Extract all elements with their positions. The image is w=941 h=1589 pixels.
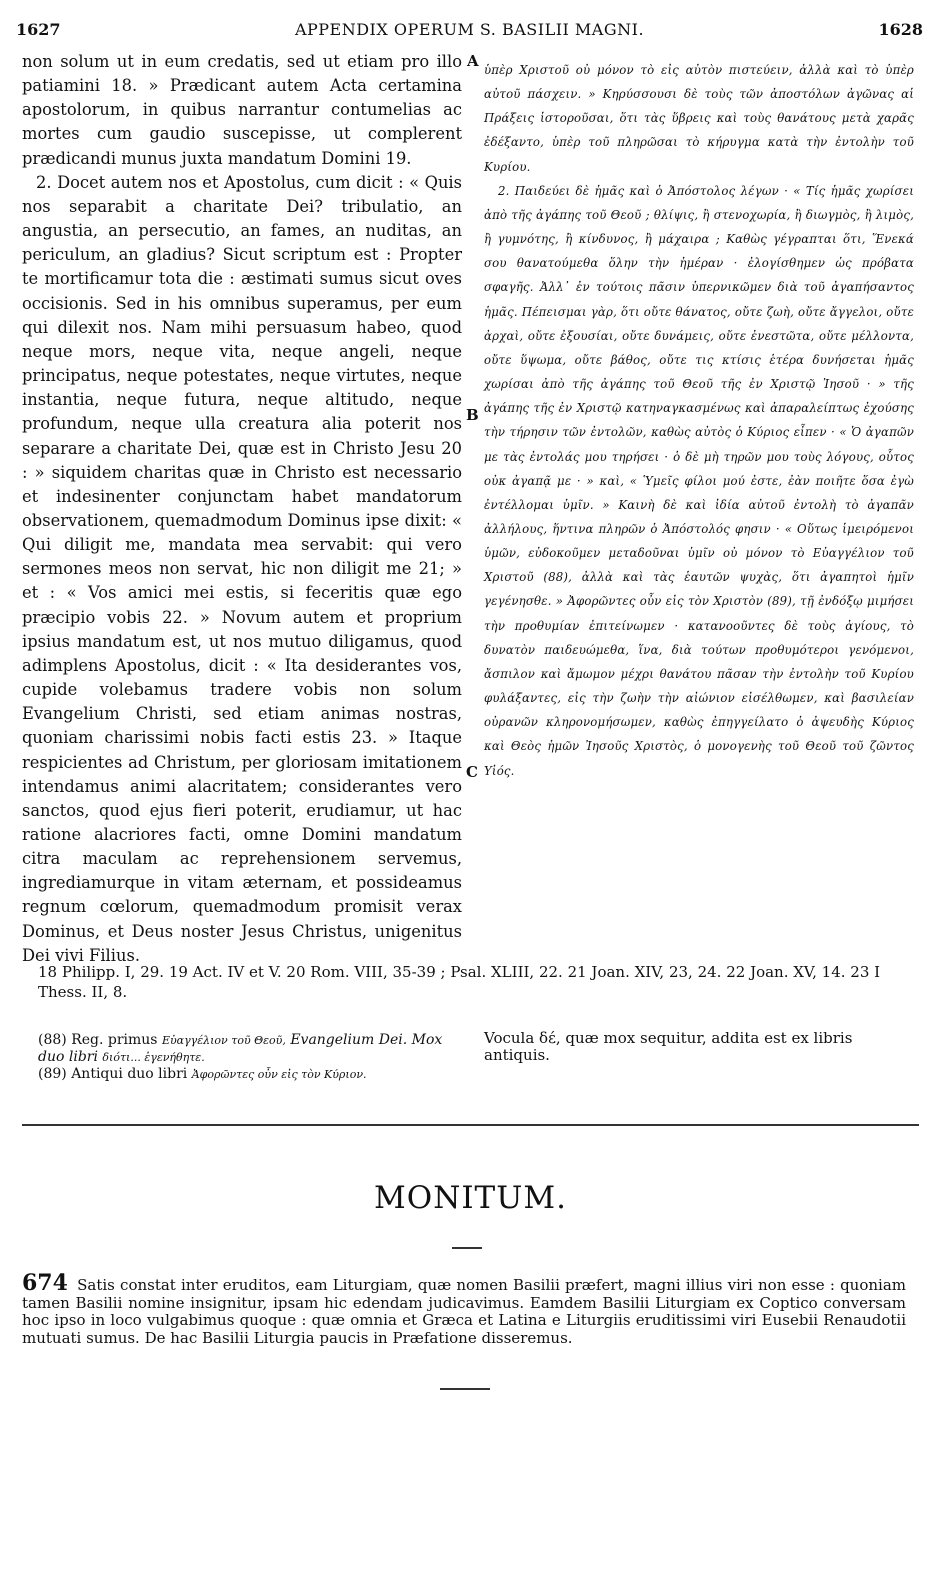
- monitum-heading: MONITUM.: [374, 1180, 567, 1216]
- monitum-text: Satis constat inter eruditos, eam Liturgiam, quæ nomen Basilii præfert, magni illius viri non esse : quoniam tamen Basilii nomine insignitur, ipsam hic edendam judicavimus. Eamdem Basilii Liturgiam ex Coptico conversam hoc ipso in loco vulgabimus quoque : quæ omnia et Græca et Latina e Liturgiis eruditissimi viri Eusebii Renaudotii mutuati sumus. De hac Basilii Liturgia paucis in Præfatione disseremus.: [22, 1276, 906, 1347]
- running-title: APPENDIX OPERUM S. BASILII MAGNI.: [294, 20, 645, 39]
- margin-marker-c: C: [466, 763, 478, 781]
- note-88-greek-1: Εὐαγγέλιον τοῦ Θεοῦ,: [161, 1034, 286, 1047]
- note-88-greek-2: διότι... ἐγενήθητε.: [102, 1051, 205, 1064]
- greek-column: [484, 58, 914, 783]
- latin-column: [22, 50, 462, 968]
- scripture-footnotes: 18 Philipp. I, 29. 19 Act. IV et V. 20 Rom. VIII, 35-39 ; Psal. XLIII, 22. 21 Joan. XIV, 23, 24. 22 Joan. XV, 14. 23 I Thess. II, 8.: [38, 963, 881, 1001]
- note-88-latin: Evangelium Dei. Mox duo libri: [38, 1032, 443, 1065]
- latin-paragraph-2: 2. Docet autem nos et Apostolus, cum dicit : « Quis nos separabit a charitate Dei? tribulatio, an angustia, an persecutio, an fames, an nuditas, an periculum, an gladius? Sicut scriptum est : Propter te mortificamur tota die : æstimati sumus sicut oves occisionis. Sed in his omnibus superamus, per eum qui dilexit nos. Nam mihi persuasum habeo, quod neque mors, neque vita, neque angeli, neque principatus, neque potestates, neque virtutes, neque instantia, neque futura, neque altitudo, neque profundum, neque ulla creatura alia poterit nos separare a charitate Dei, quæ est in Christo Jesu 20 : » siquidem charitas quæ in Christo est necessario et indesinenter conjunctam habet mandatorum observationem, quemadmodum Dominus ipse dixit: « Qui diligit me, mandata mea servabit: qui vero sermones meos non servat, hic non diligit me 21; » et : « Vos amici mei estis, si feceritis quæ ego præcipio vobis 22. » Novum autem et proprium ipsius mandatum est, ut nos mutuo diligamus, quod adimplens Apostolus, dicit : « Ita desiderantes vos, cupide volebamus tradere vobis non solum Evangelium Christi, sed etiam animas nostras, quoniam charissimi nobis facti estis 23. » Itaque respicientes ad Christum, per gloriosam imitationem intendamus animi alacritatem; considerantes vero sanctos, quod ejus fieri poterit, erudiamur, ut hac ratione alacriores facti, omne Domini mandatum citra maculam ac reprehensionem servemus, ingrediamurque in vitam æternam, et possideamus regnum cœlorum, quemadmodum promisit verax Dominus, et Deus noster Jesus Christus, unigenitus Dei vivi Filius.: [22, 172, 462, 965]
- margin-marker-a: A: [467, 52, 479, 70]
- note-88-label: (88) Reg. primus: [38, 1032, 158, 1048]
- note-89-greek: Ἀφορῶντες οὖν εἰς τὸν Κύριον.: [191, 1068, 367, 1081]
- page-number-left: 1627: [16, 20, 61, 39]
- greek-paragraph-2: 2. Παιδεύει δὲ ἡμᾶς καὶ ὁ Ἀπόστολος λέγων · « Τίς ἡμᾶς χωρίσει ἀπὸ τῆς ἀγάπης τοῦ Θεοῦ ; θλίψις, ἢ στενοχωρία, ἢ διωγμὸς, ἢ λιμὸς, ἢ γυμνότης, ἢ κίνδυνος, ἢ μάχαιρα ; Καθὼς γέγραπται ὅτι, Ἕνεκά σου θανατούμεθα ὅλην τὴν ἡμέραν · ἐλογίσθημεν ὡς πρόβατα σφαγῆς. Ἀλλ᾽ ἐν τούτοις πᾶσιν ὑπερνικῶμεν διὰ τοῦ ἀγαπήσαντος ἡμᾶς. Πέπεισμαι γὰρ, ὅτι οὔτε θάνατος, οὔτε ζωὴ, οὔτε ἄγγελοι, οὔτε ἀρχαὶ, οὔτε ἐξουσίαι, οὔτε δυνάμεις, οὔτε ἐνεστῶτα, οὔτε μέλλοντα, οὔτε ὕψωμα, οὔτε βάθος, οὔτε τις κτίσις ἑτέρα δυνήσεται ἡμᾶς χωρίσαι ἀπὸ τῆς ἀγάπης τοῦ Θεοῦ τῆς ἐν Χριστῷ Ἰησοῦ · » τῆς ἀγάπης τῆς ἐν Χριστῷ κατηναγκασμένως καὶ ἀπαραλείπτως ἐχούσης τὴν τήρησιν τῶν ἐντολῶν, καθὼς αὐτὸς ὁ Κύριος εἶπεν · « Ὁ ἀγαπῶν με τὰς ἐντολάς μου τηρήσει · ὁ δὲ μὴ τηρῶν μου τοὺς λόγους, οὗτος οὐκ ἀγαπᾷ με · » καὶ, « Ὑμεῖς φίλοι μού ἐστε, ἐὰν ποιῆτε ὅσα ἐγὼ ἐντέλλομαι ὑμῖν. » Καινὴ δὲ καὶ ἰδία αὐτοῦ ἐντολὴ τὸ ἀγαπᾶν ἀλλήλους, ἥντινα πληρῶν ὁ Ἀπόστολός φησιν · « Οὕτως ἱμειρόμενοι ὑμῶν, εὐδοκοῦμεν μεταδοῦναι ὑμῖν οὐ μόνον τὸ Εὐαγγέλιον τοῦ Χριστοῦ (88), ἀλλὰ καὶ τὰς ἑαυτῶν ψυχὰς, ὅτι ἀγαπητοὶ ἡμῖν γεγένησθε. » Ἀφορῶντες οὖν εἰς τὸν Χριστὸν (89), τῇ ἐνδόξῳ μιμήσει τὴν προθυμίαν ἐπιτείνωμεν · κατανοοῦντες δὲ τοὺς ἁγίους, τὸ δυνατὸν παιδευώμεθα, ἵνα, διὰ τούτων προθυμότεροι γενόμενοι, ἄσπιλον καὶ ἄμωμον μέχρι θανάτου πᾶσαν τὴν ἐντολὴν τοῦ Κυρίου φυλάξαντες, εἰς τὴν ζωὴν τὴν αἰώνιον εἰσέλθωμεν, καὶ βασιλείαν οὐρανῶν κληρονομήσωμεν, καθὼς ἐπηγγείλατο ὁ ἀψευδὴς Κύριος καὶ Θεὸς ἡμῶν Ἰησοῦς Χριστὸς, ὁ μονογενὴς τοῦ Θεοῦ τοῦ ζῶντος Υἱός.: [484, 183, 914, 778]
- editorial-notes: [38, 1032, 466, 1083]
- greek-paragraph-1: ὑπὲρ Χριστοῦ οὐ μόνον τὸ εἰς αὐτὸν πιστεύειν, ἀλλὰ καὶ τὸ ὑπὲρ αὐτοῦ πάσχειν. » Κηρύσσουσι δὲ τοὺς τῶν ἀποστόλων ἀγῶνας αἱ Πράξεις ἱστοροῦσαι, ὅτι τὰς ὕβρεις καὶ τοὺς θανάτους μετὰ χαρᾶς ἐδέξαντο, ὑπὲρ τοῦ πληρῶσαι τὸ κήρυγμα κατὰ τὴν ἐντολὴν τοῦ Κυρίου.: [484, 63, 914, 174]
- note-89-label: (89) Antiqui duo libri: [38, 1066, 188, 1082]
- closing-rule: [440, 1388, 490, 1390]
- margin-marker-b: B: [466, 406, 479, 424]
- monitum-paragraph: [22, 1270, 906, 1347]
- note-88: [38, 1032, 466, 1066]
- page-header: [16, 20, 923, 42]
- section-divider: [22, 1124, 919, 1126]
- column-number: 674: [22, 1270, 68, 1296]
- note-89: [38, 1066, 466, 1083]
- latin-paragraph-1: non solum ut in eum credatis, sed ut etiam pro illo patiamini 18. » Prædicant autem Acta certamina apostolorum, in quibus narrantur contumelias ac mortes cum gaudio suscepisse, ut complerent prædicandi munus juxta mandatum Domini 19.: [22, 52, 462, 168]
- editorial-note-right: Vocula δέ, quæ mox sequitur, addita est ex libris antiquis.: [484, 1029, 853, 1064]
- heading-rule: [452, 1247, 482, 1249]
- page-number-right: 1628: [878, 20, 923, 39]
